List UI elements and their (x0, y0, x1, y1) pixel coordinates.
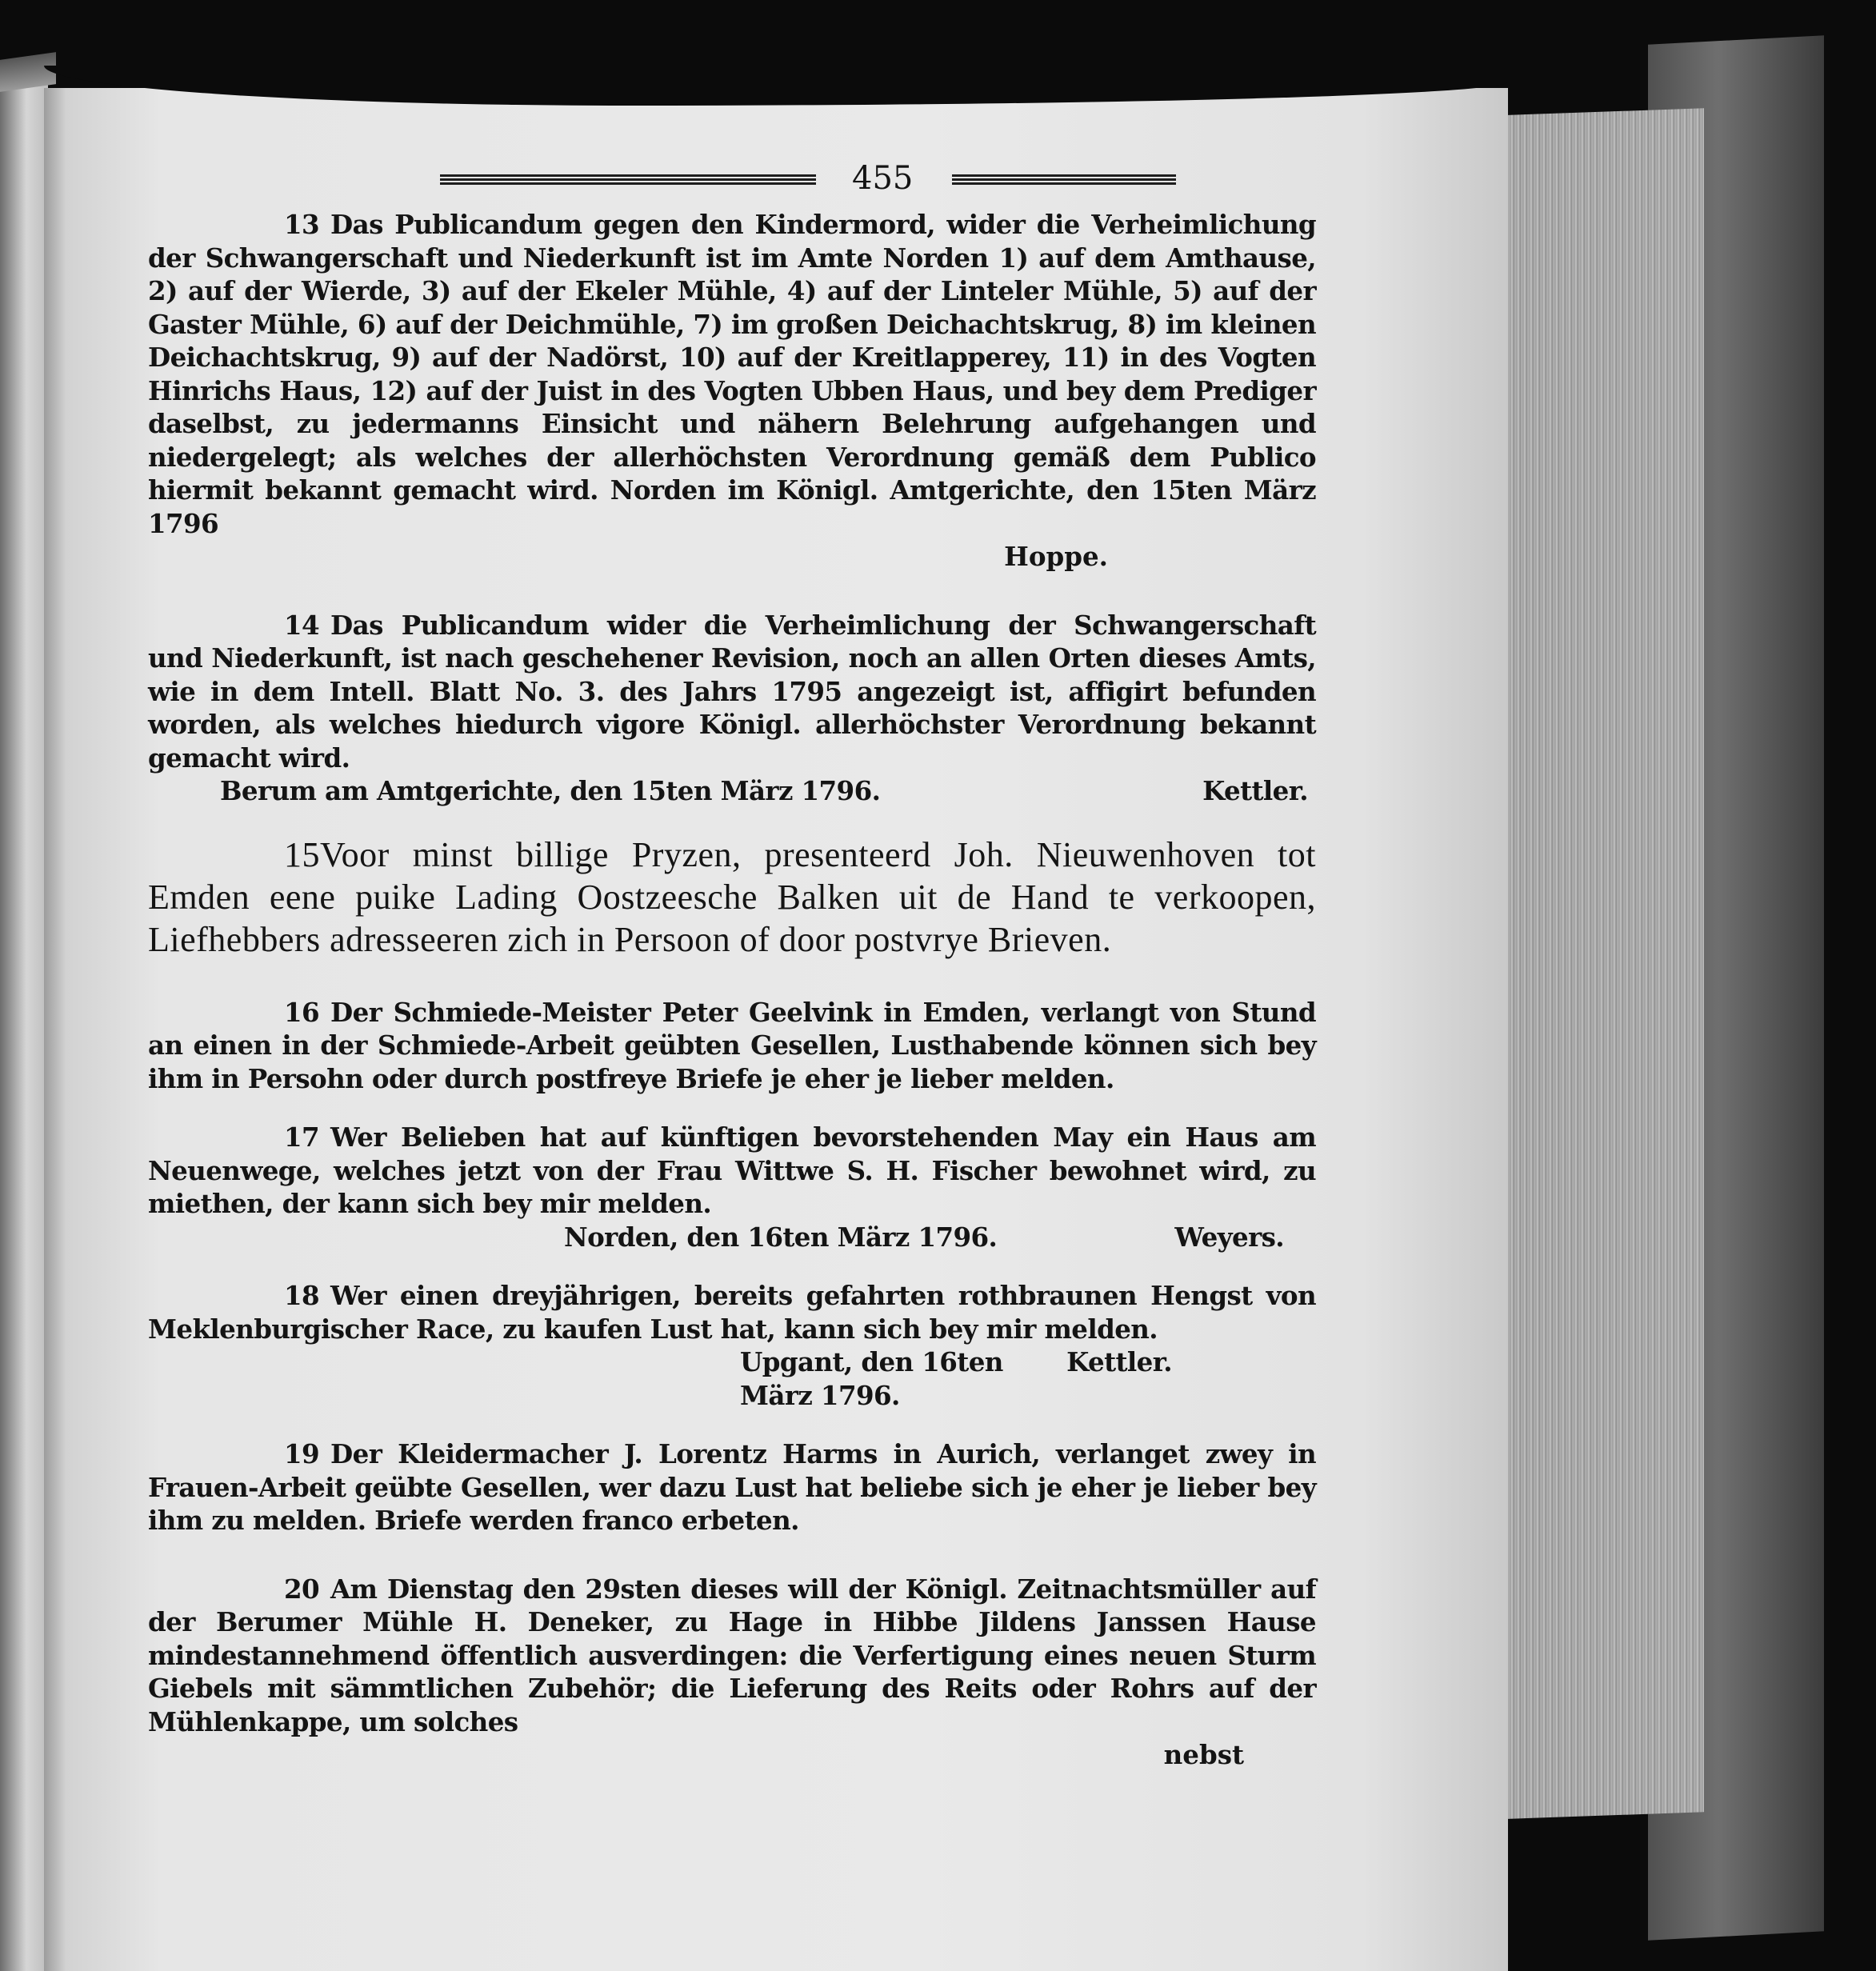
entry-17 (148, 1121, 1316, 1221)
entry-number: 15 (284, 834, 320, 874)
catchword: nebst (1163, 1739, 1244, 1770)
page-edges (1488, 108, 1704, 1819)
left-page-edge (0, 76, 48, 1971)
entry-text: Am Dienstag den 29sten dieses will der Königl. Zeitnachtsmüller auf der Berumer Mühle H. Deneker, zu Hage in Hibbe Jildens Janssen Hause mindestannehmend öffentlich ausverdingen: die Verfertigung eines neuen Sturm Giebels mit sämmtlichen Zubehör; die Lieferung des Reits oder Rohrs auf der Mühlenkappe, um solches (148, 1573, 1316, 1737)
entry-number: 16 (284, 996, 320, 1028)
entry-15 (148, 834, 1316, 961)
place-date: Norden, den 16ten März 1796. (564, 1221, 998, 1253)
entry-18 (148, 1279, 1316, 1345)
entry-number: 19 (284, 1438, 320, 1469)
entry-number: 13 (284, 209, 320, 240)
header-rule-right (952, 174, 1176, 186)
entry-text: Voor minst billige Pryzen, presenteerd Joh. Nieuwenhoven tot Emden eene puike Lading Oostzeesche Balken uit de Hand te verkoopen, Liefhebbers adresseeren zich in Persoon of door postvrye Brieven. (148, 834, 1316, 959)
entry-signature: Kettler. (1066, 1346, 1172, 1377)
entry-19 (148, 1437, 1316, 1537)
entry-footer (148, 1221, 1316, 1254)
entry-signature: Kettler. (1202, 775, 1308, 806)
entry-number: 20 (284, 1573, 320, 1605)
page-number: 455 (852, 160, 914, 197)
entry-14 (148, 609, 1316, 775)
entry-signature: Weyers. (1174, 1221, 1284, 1253)
entry-number: 17 (284, 1121, 320, 1153)
entry-text: Wer Belieben hat auf künftigen bevorstehenden May ein Haus am Neuenwege, welches jetzt von der Frau Wittwe S. H. Fischer bewohnet wird, zu miethen, der kann sich bey mir melden. (148, 1121, 1316, 1219)
entry-footer (148, 774, 1316, 808)
entry-16 (148, 996, 1316, 1096)
page-text (148, 152, 1316, 1772)
page-header (148, 152, 1316, 208)
entry-signature: Hoppe. (1004, 541, 1108, 572)
entry-text: Der Kleidermacher J. Lorentz Harms in Aurich, verlanget zwey in Frauen-Arbeit geübte Gesellen, wer dazu Lust hat beliebe sich je eher je lieber bey ihm zu melden. Briefe werden franco erbeten. (148, 1438, 1316, 1536)
entry-number: 18 (284, 1280, 320, 1311)
entry-number: 14 (284, 609, 320, 641)
entry-footer (148, 1345, 1316, 1412)
place-date: Upgant, den 16ten März 1796. (740, 1346, 1003, 1411)
entry-13 (148, 208, 1316, 540)
entry-text: Das Publicandum wider die Verheimlichung der Schwangerschaft und Niederkunft, ist nach geschehener Revision, noch an allen Orten dieses Amts, wie in dem Intell. Blatt No. 3. des Jahrs 1795 angezeigt ist, affigirt befunden worden, als welches hiedurch vigore Königl. allerhöchster Verordnung bekannt gemacht wird. (148, 609, 1316, 774)
header-rule-left (440, 174, 816, 186)
entry-text: Wer einen dreyjährigen, bereits gefahrten rothbraunen Hengst von Meklenburgischer Race, zu kaufen Lust hat, kann sich bey mir melden. (148, 1280, 1316, 1345)
entry-20 (148, 1573, 1316, 1739)
entry-text: Der Schmiede-Meister Peter Geelvink in Emden, verlangt von Stund an einen in der Schmiede-Arbeit geübten Gesellen, Lusthabende können sich bey ihm in Persohn oder durch postfreye Briefe je eher je lieber melden. (148, 996, 1316, 1094)
entry-text: Das Publicandum gegen den Kindermord, wider die Verheimlichung der Schwangerschaft und Niederkunft ist im Amte Norden 1) auf dem Amthause, 2) auf der Wierde, 3) auf der Ekeler Mühle, 4) auf der Linteler Mühle, 5) auf der Gaster Mühle, 6) auf der Deichmühle, 7) im großen Deichachtskrug, 8) im kleinen Deichachtskrug, 9) auf der Nadörst, 10) auf der Kreitlapperey, 11) in des Vogten Hinrichs Haus, 12) auf der Juist in des Vogten Ubben Haus, und bey dem Prediger daselbst, zu jedermanns Einsicht und nähern Belehrung aufgehangen und niedergelegt; als welches der allerhöchsten Verordnung gemäß dem Publico hiermit bekannt gemacht wird. Norden im Königl. Amtgerichte, den 15ten März 1796 (148, 209, 1316, 539)
place-date: Berum am Amtgerichte, den 15ten März 1796. (220, 775, 881, 806)
